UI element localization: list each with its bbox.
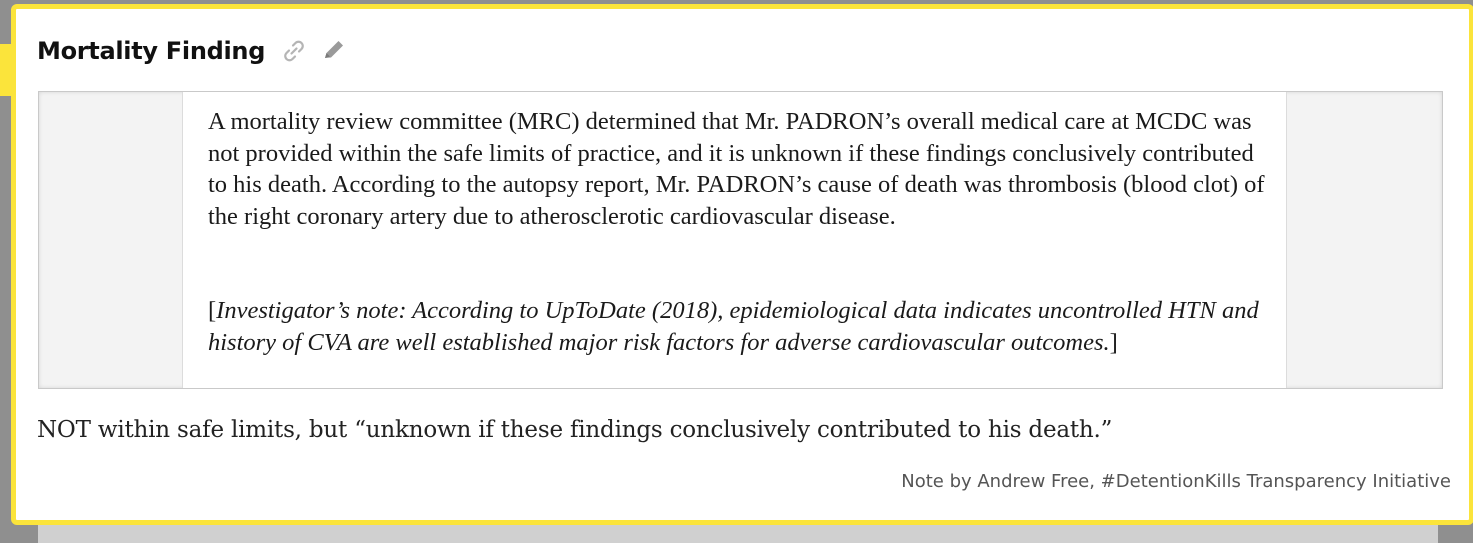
note-attribution: Note by Andrew Free, #DetentionKills Transparency Initiative: [901, 471, 1451, 492]
document-excerpt: [38, 91, 1443, 389]
note-close-bracket: ]: [1109, 328, 1118, 356]
link-icon[interactable]: [279, 36, 309, 66]
note-card: [11, 4, 1473, 525]
note-open-bracket: [: [208, 297, 217, 324]
investigator-note: [208, 295, 1278, 358]
note-title: Mortality Finding: [37, 37, 266, 65]
excerpt-page: [182, 92, 1287, 388]
pencil-icon[interactable]: [319, 36, 349, 66]
note-header: [37, 34, 349, 68]
investigator-note-text: Investigator’s note: According to UpToDate (2018), epidemiological data indicates uncontrolled HTN and history of CVA are well established major risk factors for adverse cardiovascular outcomes.: [208, 297, 1259, 356]
excerpt-paragraph: A mortality review committee (MRC) determined that Mr. PADRON’s overall medical care at MCDC was not provided within the safe limits of practice, and it is unknown if these findings conclusively contributed to his death. According to the autopsy report, Mr. PADRON’s cause of death was thrombosis (blood clot) of the right coronary artery due to atherosclerotic cardiovascular disease.: [208, 108, 1265, 230]
note-body: NOT within safe limits, but “unknown if these findings conclusively contributed to his death.”: [37, 417, 1113, 443]
